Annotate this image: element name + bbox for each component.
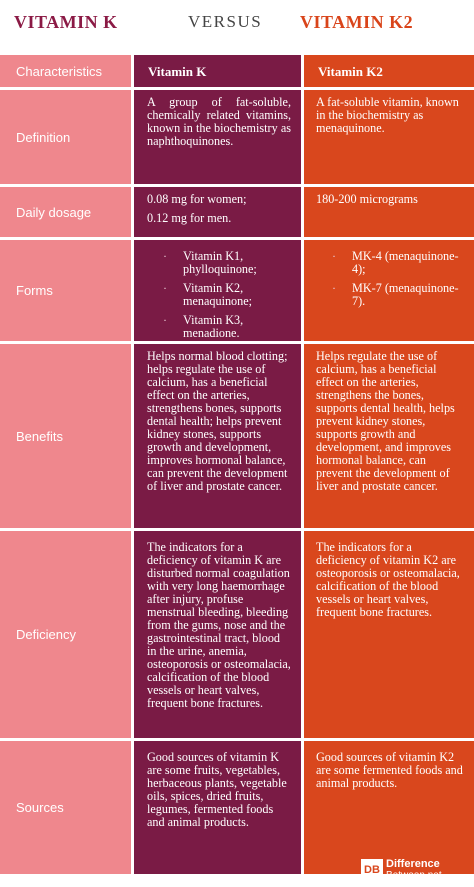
label-sources: Sources bbox=[0, 741, 131, 874]
forms-vitamin-k bbox=[131, 240, 301, 341]
title-vitamin-k2: VITAMIN K2 bbox=[300, 12, 414, 32]
row-deficiency bbox=[0, 528, 474, 738]
sources-vitamin-k: Good sources of vitamin K are some fruits, vegetables, herbaceous plants, vegetable oils, spices, dried fruits, legumes, fermented foods and animal products. bbox=[131, 741, 301, 874]
title-vitamin-k: VITAMIN K bbox=[14, 12, 118, 32]
page-header bbox=[0, 0, 474, 50]
row-benefits bbox=[0, 341, 474, 528]
definition-vitamin-k2: A fat-soluble vitamin, known in the biochemistry as menaquinone. bbox=[301, 90, 474, 184]
forms-k2-list bbox=[316, 250, 464, 308]
header-vitamin-k: Vitamin K bbox=[131, 55, 301, 87]
table-header-row bbox=[0, 55, 474, 87]
label-deficiency: Deficiency bbox=[0, 531, 131, 738]
row-definition bbox=[0, 87, 474, 184]
row-daily-dosage bbox=[0, 184, 474, 237]
header-vitamin-k2: Vitamin K2 bbox=[301, 55, 474, 87]
header-characteristics: Characteristics bbox=[0, 55, 131, 87]
logo-mark: DB bbox=[361, 859, 383, 881]
logo-line-2: Between.net bbox=[386, 870, 442, 881]
list-item: · Vitamin K3, menadione. bbox=[169, 314, 291, 340]
dosage-women: 0.08 mg for women; bbox=[147, 192, 247, 206]
logo-line-1: Difference bbox=[386, 858, 440, 870]
deficiency-vitamin-k: The indicators for a deficiency of vitamin K are disturbed normal coagulation with very long haemorrhage after injury, profuse menstrual bleeding, bleeding from the gums, nose and the gastrointestinal tract, blood in the urine, anemia, osteoporosis or osteomalacia, calcification of the blood vessels or heart valves, frequent bone fractures. bbox=[131, 531, 301, 738]
logo-text bbox=[386, 859, 442, 881]
list-item: · MK-7 (menaquinone-7). bbox=[338, 282, 464, 308]
list-item: · MK-4 (menaquinone-4); bbox=[338, 250, 464, 276]
label-benefits: Benefits bbox=[0, 344, 131, 528]
comparison-table bbox=[0, 55, 474, 874]
label-forms: Forms bbox=[0, 240, 131, 341]
row-sources bbox=[0, 738, 474, 874]
definition-vitamin-k: A group of fat-soluble, chemically related vitamins, known in the biochemistry as naphthoquinones. bbox=[131, 90, 301, 184]
label-daily-dosage: Daily dosage bbox=[0, 187, 131, 237]
dosage-men: 0.12 mg for men. bbox=[147, 211, 232, 225]
title-versus: VERSUS bbox=[188, 12, 263, 31]
dosage-vitamin-k bbox=[131, 187, 301, 237]
sources-vitamin-k2: Good sources of vitamin K2 are some fermented foods and animal products. bbox=[301, 741, 474, 874]
label-definition: Definition bbox=[0, 90, 131, 184]
forms-vitamin-k2 bbox=[301, 240, 474, 341]
list-item: · Vitamin K2, menaquinone; bbox=[169, 282, 291, 308]
forms-k-list bbox=[147, 250, 291, 340]
difference-between-logo bbox=[361, 858, 442, 882]
benefits-vitamin-k: Helps normal blood clotting; helps regulate the use of calcium, has a beneficial effect on the arteries, strengthens bones, supports dental health; helps prevent kidney stones, supports growth and development, improves hormonal balance, can prevent the development of liver and prostate cancer. bbox=[131, 344, 301, 528]
dosage-vitamin-k2: 180-200 micrograms bbox=[301, 187, 474, 237]
deficiency-vitamin-k2: The indicators for a deficiency of vitamin K2 are osteoporosis or osteomalacia, calcification of the blood vessels or heart valves, frequent bone fractures. bbox=[301, 531, 474, 738]
list-item: · Vitamin K1, phylloquinone; bbox=[169, 250, 291, 276]
row-forms bbox=[0, 237, 474, 341]
benefits-vitamin-k2: Helps regulate the use of calcium, has a beneficial effect on the arteries, strengthens the bones, supports dental health, helps prevent kidney stones, supports growth and development, and improves hormonal balance, can prevent the development of liver and prostate cancer. bbox=[301, 344, 474, 528]
